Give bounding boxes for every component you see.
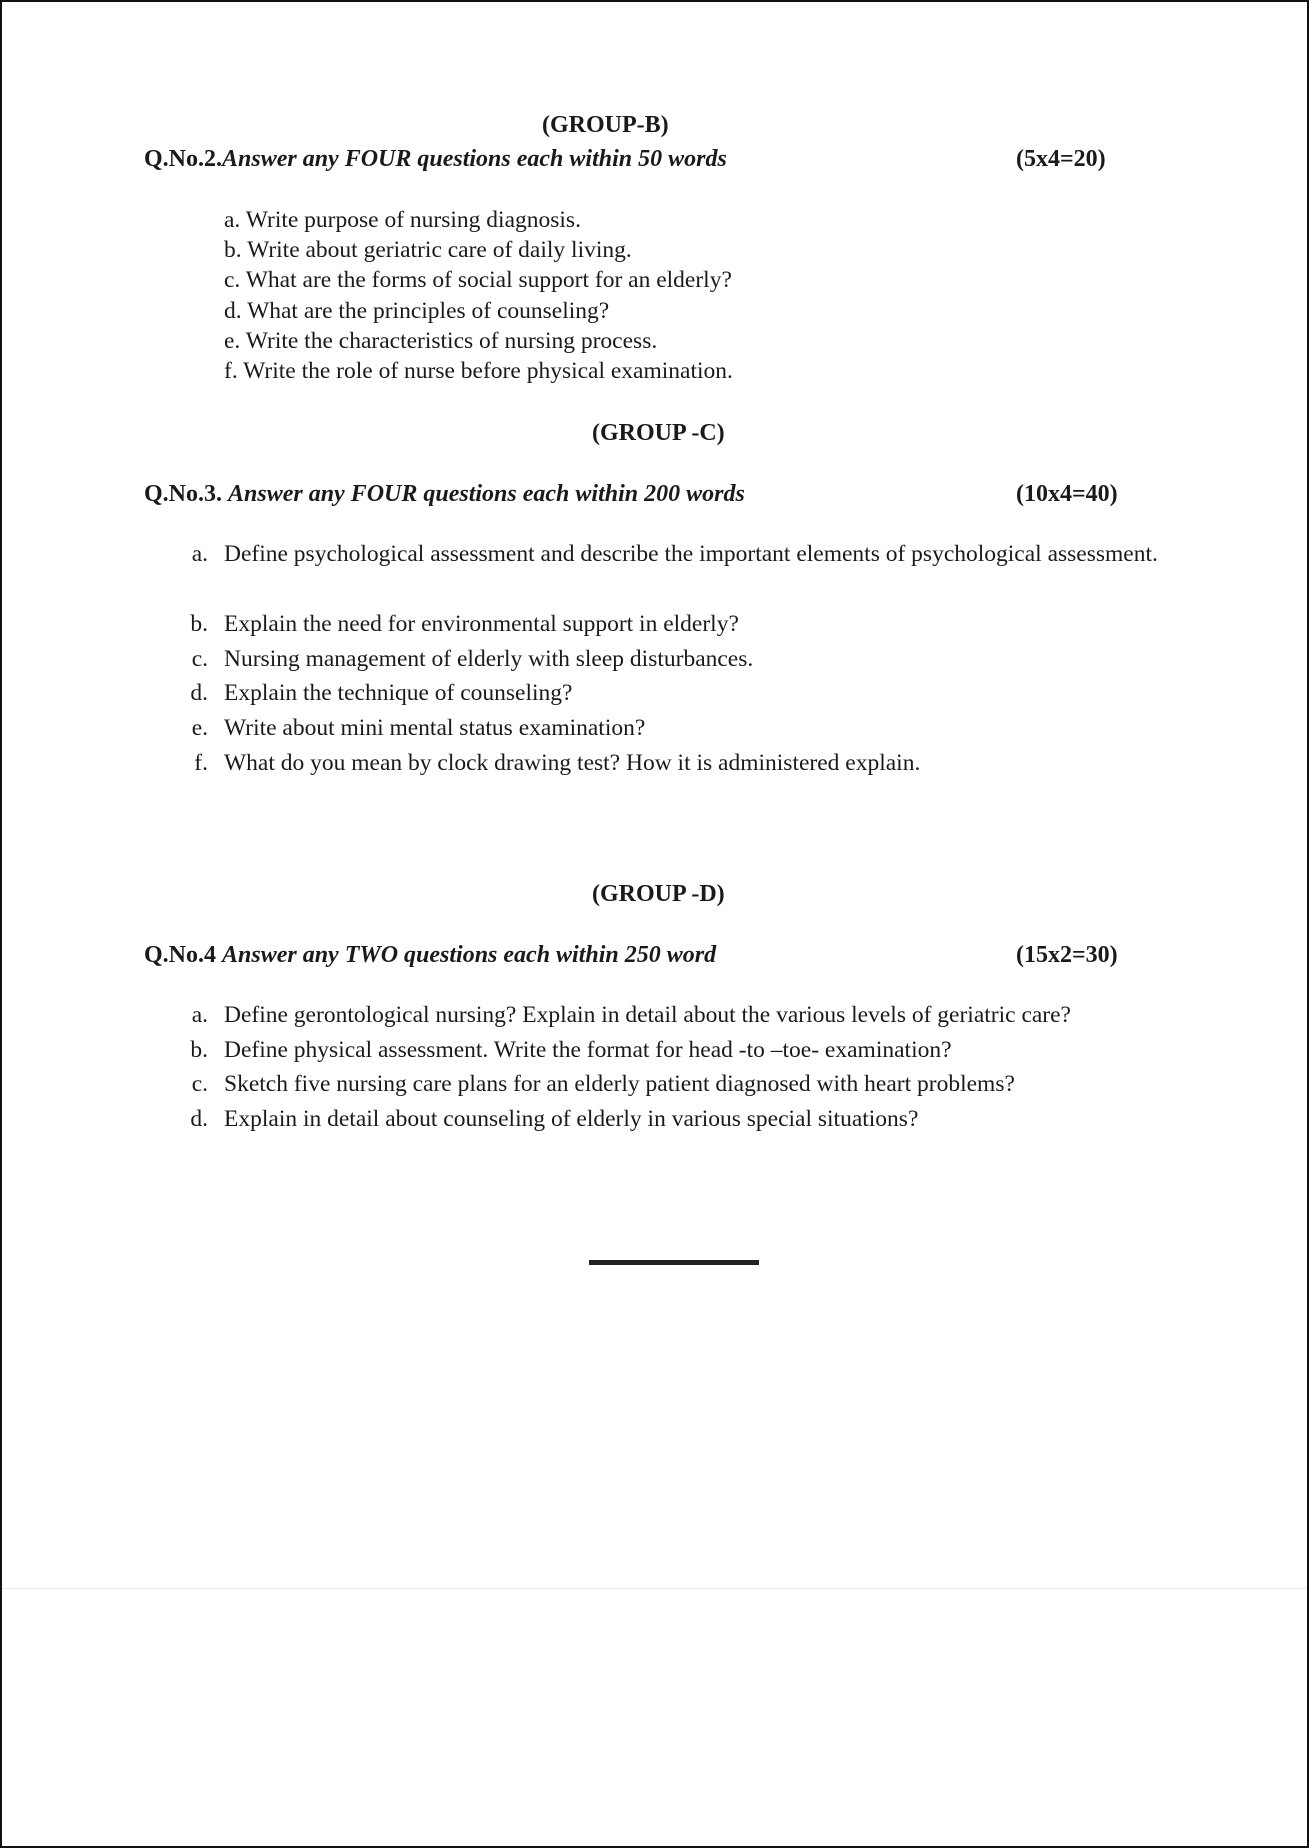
list-item <box>184 537 1264 607</box>
list-item-text: Explain the need for environmental support in elderly? <box>224 611 739 637</box>
list-item: b. Write about geriatric care of daily living. <box>224 237 632 264</box>
list-item: e. Write the characteristics of nursing process. <box>224 327 658 354</box>
list-item-label: a. <box>191 1002 208 1028</box>
list-item: a. Write purpose of nursing diagnosis. <box>224 207 581 233</box>
list-item: d. What are the principles of counseling? <box>224 297 610 324</box>
list-item <box>184 607 1264 642</box>
list-item-text: Explain the technique of counseling? <box>224 680 573 707</box>
list-item-label: b. <box>190 1036 208 1063</box>
list-item-label: b. <box>190 611 208 637</box>
list-item <box>184 1067 1284 1102</box>
list-item-text: Write about mini mental status examination? <box>224 715 646 742</box>
list-item: f. Write the role of nurse before physical examination. <box>224 358 733 385</box>
group-b-title: (GROUP-B) <box>542 112 669 138</box>
group-d-instruction: Answer any TWO questions each within 250 word <box>222 942 717 968</box>
list-item <box>184 998 1284 1033</box>
end-divider <box>589 1260 759 1265</box>
list-item-label: d. <box>190 680 208 707</box>
group-d-question-header <box>144 942 716 969</box>
list-item: c. What are the forms of social support for an elderly? <box>224 267 732 294</box>
list-item <box>184 642 1264 677</box>
list-item-label: c. <box>191 1071 208 1098</box>
list-item <box>184 1033 1284 1068</box>
list-item-label: c. <box>191 645 208 672</box>
list-item-text: Sketch five nursing care plans for an elderly patient diagnosed with heart problems? <box>224 1071 1015 1098</box>
group-c-question-number: Q.No.3. <box>144 481 222 507</box>
list-item-label: f. <box>194 749 208 776</box>
group-d-question-number: Q.No.4 <box>144 942 216 968</box>
group-c-title: (GROUP -C) <box>592 420 725 446</box>
group-d-title: (GROUP -D) <box>592 881 725 907</box>
group-b-marks: (5x4=20) <box>1016 146 1106 172</box>
list-item-text: Define psychological assessment and describe the important elements of psychological assessment. <box>224 541 1158 567</box>
list-item-label: d. <box>190 1106 208 1133</box>
list-item <box>184 1102 1284 1137</box>
group-b-list <box>224 205 733 386</box>
list-item-text: What do you mean by clock drawing test? How it is administered explain. <box>224 749 921 776</box>
group-b-question-header <box>144 146 727 173</box>
list-item-text: Define physical assessment. Write the format for head -to –toe- examination? <box>224 1036 952 1063</box>
group-b-question-number: Q.No.2. <box>144 146 222 172</box>
group-c-list <box>184 537 1264 780</box>
list-item-text: Define gerontological nursing? Explain in detail about the various levels of geriatric care? <box>224 1002 1071 1028</box>
list-item-text: Nursing management of elderly with sleep disturbances. <box>224 645 754 672</box>
group-d-marks: (15x2=30) <box>1016 942 1118 968</box>
group-c-marks: (10x4=40) <box>1016 481 1118 507</box>
group-c-question-header <box>144 481 745 508</box>
group-d-list <box>184 998 1284 1137</box>
group-b-instruction: Answer any FOUR questions each within 50 words <box>222 146 727 172</box>
list-item-label: a. <box>191 541 208 567</box>
list-item <box>184 746 1264 781</box>
list-item <box>184 676 1264 711</box>
scan-divider <box>2 1588 1307 1589</box>
group-c-instruction: Answer any FOUR questions each within 200 words <box>228 481 745 507</box>
list-item-label: e. <box>191 715 208 742</box>
list-item-text: Explain in detail about counseling of elderly in various special situations? <box>224 1106 919 1133</box>
list-item <box>184 711 1264 746</box>
